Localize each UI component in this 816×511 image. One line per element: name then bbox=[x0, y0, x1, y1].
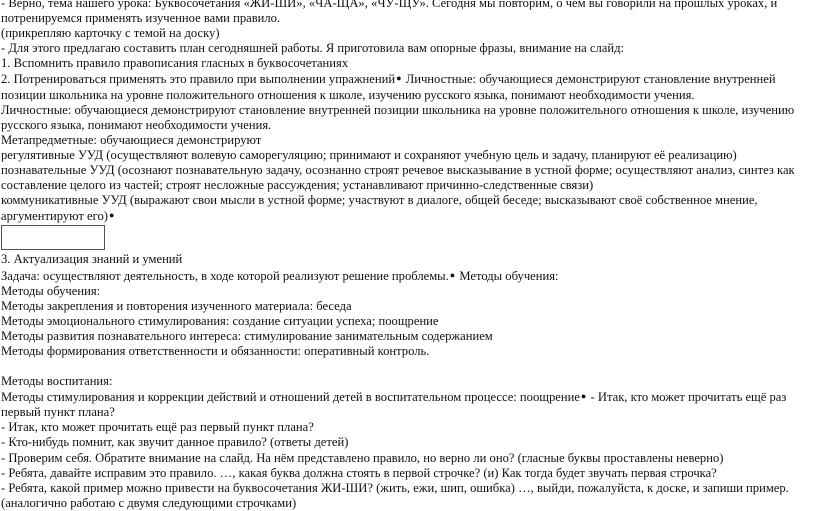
plan-item-2-text: 2. Потренироваться применять это правило при выполнении упражнений bbox=[1, 72, 396, 87]
task-text: Задача: осуществляют деятельность, в ходе которой реализуют решение проблемы. bbox=[1, 268, 449, 283]
paragraph-upbringing-title: Методы воспитания: bbox=[1, 374, 113, 389]
plan-item-1: 1. Вспомнить правило правописания гласных в буквосочетаниях bbox=[1, 56, 349, 71]
paragraph-metasubject: Метапредметные: обучающиеся демонстрируют bbox=[1, 132, 262, 147]
paragraph-personal-results: Личностные: обучающиеся демонстрируют становление внутренней позиции школьника на уровне положительного отношения к школе, изучению русского языка, понимают необходимости учения. bbox=[1, 102, 795, 132]
section-heading-actualization: 3. Актуализация знаний и умений bbox=[1, 252, 183, 267]
personal-results-inline: Личностные: обучающиеся демонстрируют становление внутренней позиции школьника на уровне положительного отношения к школе, изучению русского языка, понимают необходимости учения. bbox=[1, 72, 776, 102]
empty-image-frame bbox=[1, 225, 105, 250]
paragraph-methods-title: Методы обучения: bbox=[1, 283, 101, 298]
bullet-icon: ● bbox=[396, 73, 402, 84]
upbringing-text: Методы стимулирования и коррекции действий и отношений детей в воспитательном процессе: поощрение bbox=[1, 390, 580, 405]
communicative-text: коммуникативные УУД (выражают свои мысли в устной форме; участвуют в диалоге, общей беседе; высказывают своё собственное мнение, аргументируют его) bbox=[1, 193, 758, 224]
paragraph-topic: - Верно, тема нашего урока: Буквосочетания «ЖИ-ШИ», «ЧА-ЩА», «ЧУ-ЩУ». Сегодня мы повторим, о чём вы говорили на прошлых уроках, и потренируемся применять изученное вами правило. bbox=[1, 0, 778, 26]
dialogue-line-1: - Итак, кто может прочитать ещё раз первый пункт плана? bbox=[1, 420, 314, 435]
bullet-icon: ● bbox=[580, 391, 587, 402]
methods-inline: Методы обучения: bbox=[456, 268, 559, 283]
blank-line bbox=[1, 359, 809, 374]
paragraph-plan-intro: - Для этого предлагаю составить план сегодняшней работы. Я приготовила вам опорные фразы, внимание на слайд: bbox=[1, 41, 625, 56]
bullet-icon: ● bbox=[449, 269, 456, 280]
paragraph-method-responsibility: Методы формирования ответственности и обязанности: оперативный контроль. bbox=[1, 343, 430, 358]
paragraph-communicative bbox=[1, 193, 809, 224]
paragraph-card-note: (прикрепляю карточку с темой на доску) bbox=[1, 26, 220, 41]
dialogue-line-5: - Ребята, какой пример можно привести на буквосочетания ЖИ-ШИ? (жить, ежи, шип, ошибка) …, выйди, пожалуйста, к доске, и запиши пример. bbox=[1, 480, 789, 495]
document-body bbox=[1, 0, 809, 511]
dialogue-note: (аналогично работаю с двумя следующими строчками) bbox=[1, 495, 297, 510]
paragraph-method-interest: Методы развития познавательного интереса: стимулирование занимательным содержанием bbox=[1, 328, 493, 343]
paragraph-upbringing-methods bbox=[1, 389, 809, 420]
paragraph-method-reinforcement: Методы закрепления и повторения изученного материала: беседа bbox=[1, 298, 352, 313]
question-inline: - Итак, кто может прочитать ещё раз первый пункт плана? bbox=[1, 390, 787, 420]
paragraph-task bbox=[1, 268, 809, 284]
dialogue-line-2: - Кто-нибудь помнит, как звучит данное правило? (ответы детей) bbox=[1, 435, 349, 450]
dialogue-line-4: - Ребята, давайте исправим это правило. …, какая буква должна стоять в первой строчке? (и) Как тогда будет звучать первая строчка? bbox=[1, 465, 717, 480]
paragraph-method-emotional: Методы эмоционального стимулирования: создание ситуации успеха; поощрение bbox=[1, 313, 439, 328]
plan-item-2 bbox=[1, 71, 809, 102]
paragraph-regulatory: регулятивные УУД (осуществляют волевую саморегуляцию; принимают и сохраняют учебную цель и задачу, планируют её реализацию) bbox=[1, 147, 737, 162]
bullet-icon: ● bbox=[108, 210, 115, 221]
dialogue-line-3: - Проверим себя. Обратите внимание на слайд. На нём представлено правило, но верно ли оно? (гласные буквы проставлены неверно) bbox=[1, 450, 724, 465]
paragraph-cognitive: познавательные УУД (осознают познавательную задачу, осознанно строят речевое высказывание в устной форме; осуществляют анализ, синтез как составление целого из частей; строят несложные рассуждения; устанавливают причинно-следственные связи) bbox=[1, 163, 795, 193]
